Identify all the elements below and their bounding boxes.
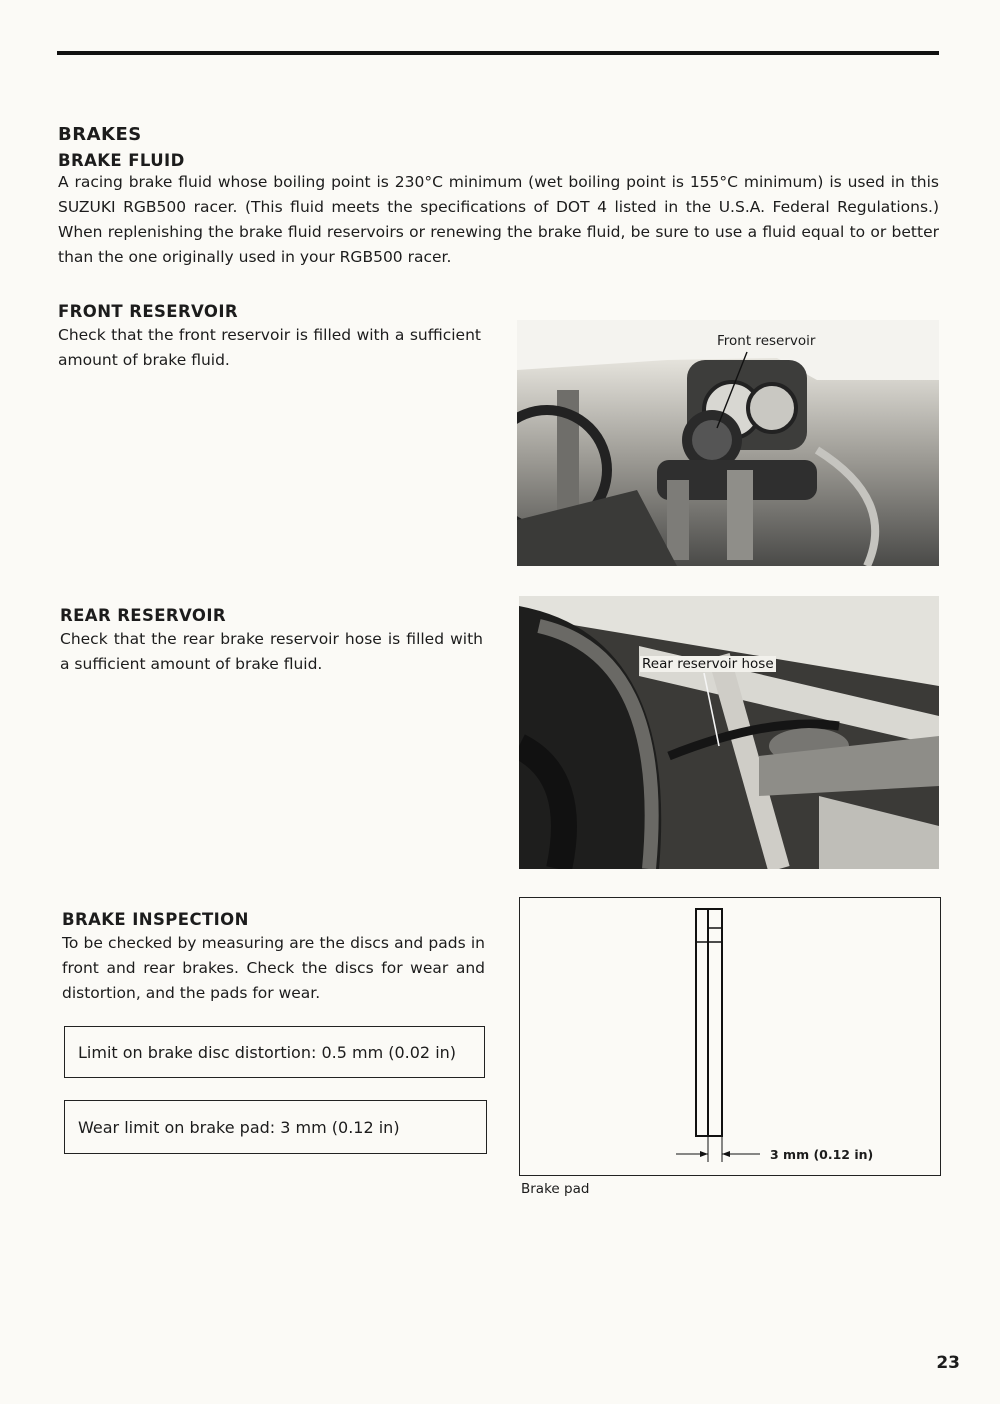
section-title: BRAKES <box>58 124 142 145</box>
subsection-title-brake-fluid: BRAKE FLUID <box>58 151 185 170</box>
pad-dimension-label: 3 mm (0.12 in) <box>770 1147 874 1162</box>
rear-reservoir-label: Rear reservoir hose <box>642 656 774 672</box>
brake-inspection-heading: BRAKE INSPECTION <box>62 910 249 929</box>
front-reservoir-text: Check that the front reservoir is filled with a sufficient amount of brake fluid. <box>58 326 481 369</box>
front-reservoir-leader-line <box>517 320 939 566</box>
brake-pad-diagram <box>519 897 941 1176</box>
page-number: 23 <box>936 1353 960 1373</box>
front-reservoir-photo <box>517 320 939 566</box>
rear-reservoir-text: Check that the rear brake reservoir hose is filled with a sufficient amount of brake fluid. <box>60 630 483 673</box>
brake-inspection-text: To be checked by measuring are the discs and pads in front and rear brakes. Check the discs for wear and distortion, and the pads for wear. <box>62 934 485 1002</box>
disc-distortion-limit-box <box>64 1026 485 1078</box>
pad-wear-limit-text: Wear limit on brake pad: 3 mm (0.12 in) <box>78 1117 400 1137</box>
rear-reservoir-photo <box>519 596 939 869</box>
brake-pad-caption: Brake pad <box>521 1181 590 1197</box>
top-rule <box>57 51 939 55</box>
disc-distortion-limit-text: Limit on brake disc distortion: 0.5 mm (0.02 in) <box>78 1042 457 1062</box>
front-reservoir-heading: FRONT RESERVOIR <box>58 302 238 321</box>
front-reservoir-label: Front reservoir <box>717 333 816 349</box>
pad-wear-limit-box <box>64 1100 487 1154</box>
brake-fluid-paragraph: A racing brake fluid whose boiling point is 230°C minimum (wet boiling point is 155°C minimum) is used in this SUZUKI RGB500 racer. (This fluid meets the specifications of DOT 4 listed in the U.S.A. Federal Regulations.) When replenishing the brake fluid reservoirs or renewing the brake fluid, be sure to use a fluid equal to or better than the one originally used in your RGB500 racer. <box>58 173 939 266</box>
rear-reservoir-leader-line <box>519 596 939 869</box>
rear-reservoir-heading: REAR RESERVOIR <box>60 606 226 625</box>
